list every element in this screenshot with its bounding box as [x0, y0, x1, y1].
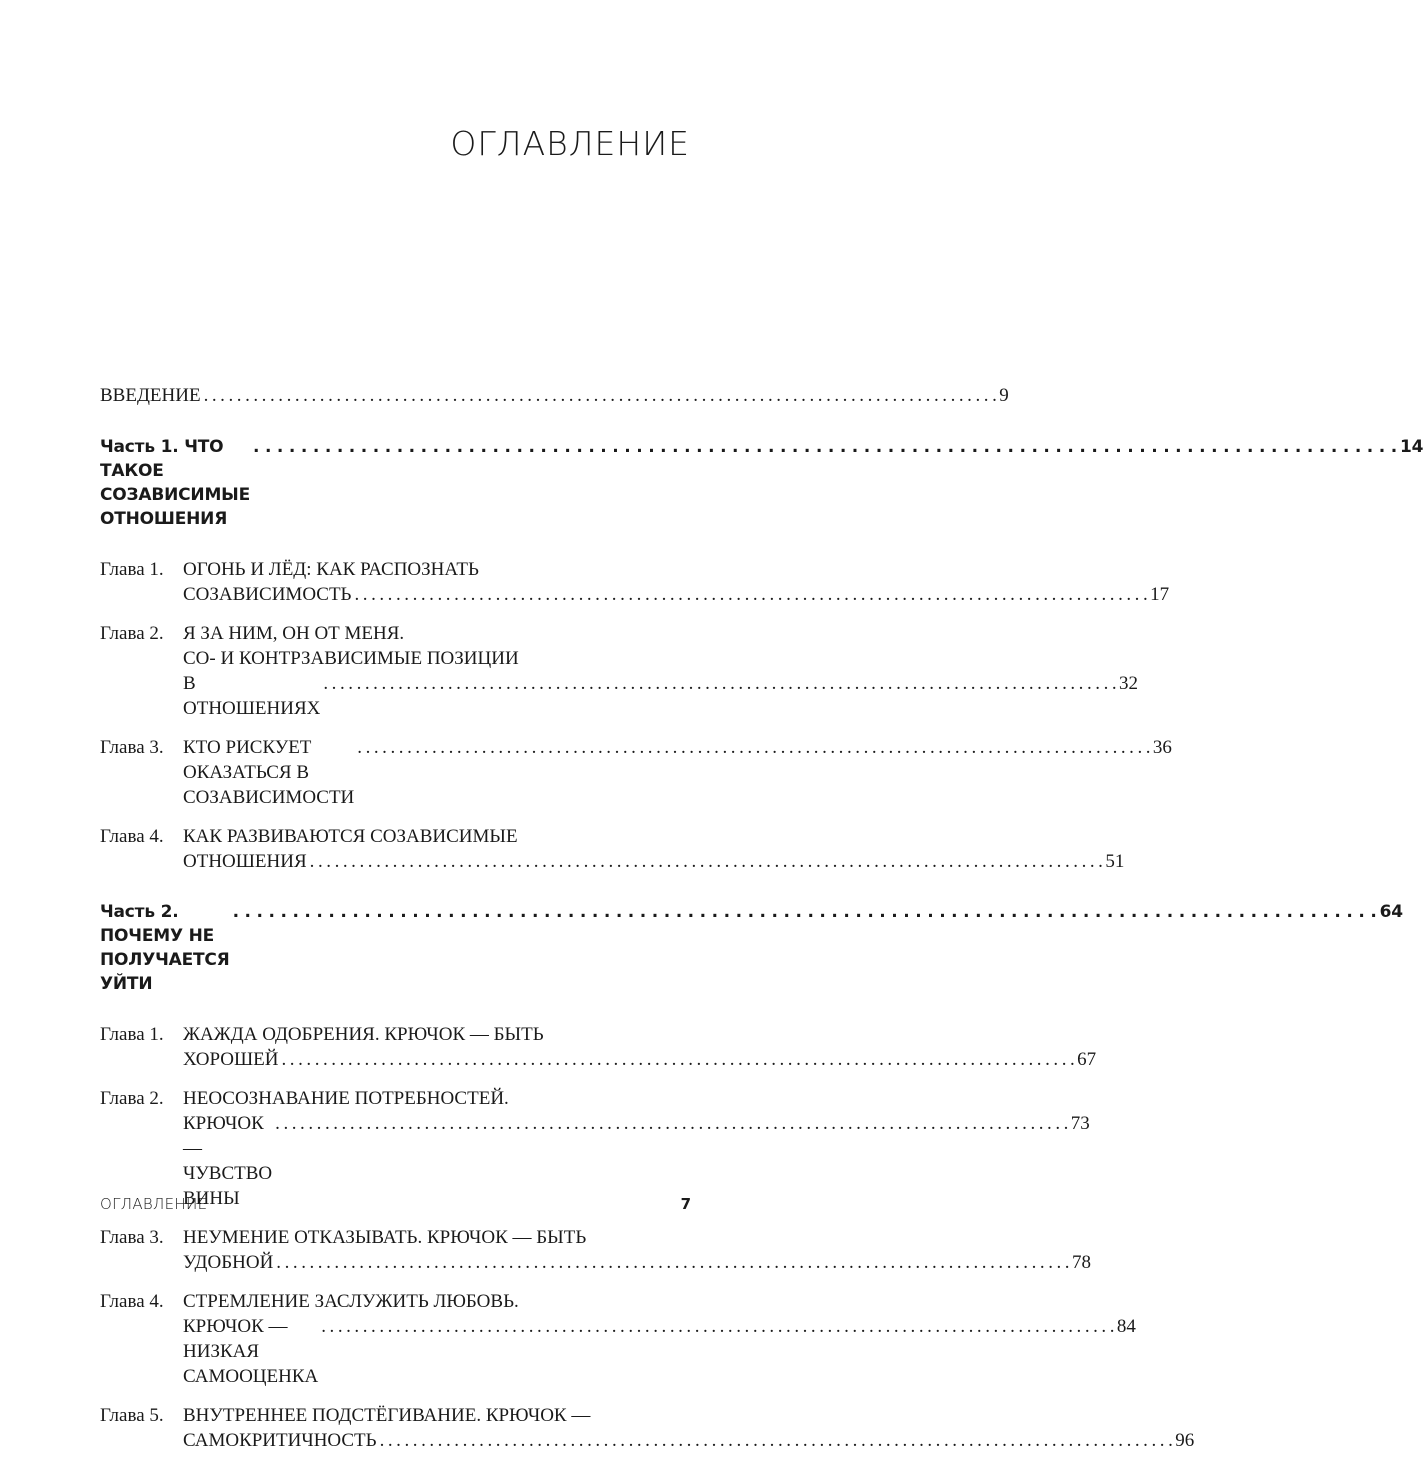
leader-dots: [323, 671, 1116, 696]
toc-page-number: 36: [1152, 737, 1172, 758]
leader-dots: [282, 1047, 1075, 1072]
running-footer-title: ОГЛАВЛЕНИЕ: [100, 1195, 208, 1213]
part-title: Часть 2. ПОЧЕМУ НЕ ПОЛУЧАЕТСЯ УЙТИ: [100, 902, 230, 994]
leader-dots: [380, 1428, 1173, 1453]
chapter-title-line: ЖАЖДА ОДОБРЕНИЯ. КРЮЧОК — БЫТЬ: [183, 1024, 544, 1045]
toc-page-number: 73: [1070, 1113, 1090, 1134]
chapter-title-line: В ОТНОШЕНИЯХ: [183, 673, 321, 719]
chapter-title-line: СТРЕМЛЕНИЕ ЗАСЛУЖИТЬ ЛЮБОВЬ.: [183, 1291, 519, 1312]
toc-page-number: 51: [1105, 851, 1125, 872]
chapter-label: Глава 3.: [100, 737, 164, 758]
chapter-title-line: КРЮЧОК — НИЗКАЯ САМООЦЕНКА: [183, 1316, 319, 1387]
leader-dots: [253, 435, 1397, 459]
page-footer: [100, 1195, 691, 1213]
leader-dots: [204, 383, 997, 408]
chapter-label: Глава 4.: [100, 1291, 164, 1312]
chapter-title-line: ОГОНЬ И ЛЁД: КАК РАСПОЗНАТЬ: [183, 559, 479, 580]
part-title: Часть 1. ЧТО ТАКОЕ СОЗАВИСИМЫЕ ОТНОШЕНИЯ: [100, 437, 250, 529]
toc-chapter[interactable]: [100, 735, 1172, 810]
toc-page-number: 96: [1175, 1430, 1195, 1451]
chapter-title-line: КТО РИСКУЕТ ОКАЗАТЬСЯ В СОЗАВИСИМОСТИ: [183, 737, 355, 808]
page-title: ОГЛАВЛЕНИЕ: [450, 124, 690, 163]
toc-chapter[interactable]: [100, 1022, 1097, 1072]
toc-chapter[interactable]: [100, 1403, 1195, 1453]
chapter-title-line: ОТНОШЕНИЯ: [183, 851, 307, 872]
chapter-label: Глава 1.: [100, 1024, 164, 1045]
toc-page-number: 17: [1150, 584, 1170, 605]
leader-dots: [321, 1314, 1114, 1339]
chapter-title-line: СО- И КОНТРЗАВИСИМЫЕ ПОЗИЦИИ: [183, 648, 519, 669]
leader-dots: [233, 900, 1377, 924]
toc-page-number: 78: [1071, 1252, 1091, 1273]
chapter-title-line: САМОКРИТИЧНОСТЬ: [183, 1430, 377, 1451]
toc-page-number: 64: [1379, 902, 1403, 922]
chapter-title-line: КАК РАЗВИВАЮТСЯ СОЗАВИСИМЫЕ: [183, 826, 518, 847]
chapter-label: Глава 4.: [100, 826, 164, 847]
leader-dots: [276, 1250, 1069, 1275]
chapter-label: Глава 3.: [100, 1227, 164, 1248]
toc-chapter[interactable]: [100, 621, 1139, 721]
toc-part-1[interactable]: [100, 435, 1423, 531]
toc-page-number: 67: [1077, 1049, 1097, 1070]
chapter-title-line: ВНУТРЕННЕЕ ПОДСТЁГИВАНИЕ. КРЮЧОК —: [183, 1405, 591, 1426]
toc-chapter[interactable]: [100, 824, 1125, 874]
chapter-title-line: НЕОСОЗНАВАНИЕ ПОТРЕБНОСТЕЙ.: [183, 1088, 509, 1109]
toc-chapter[interactable]: [100, 1289, 1136, 1389]
toc-page-number: 9: [999, 385, 1009, 406]
chapter-label: Глава 5.: [100, 1405, 164, 1426]
chapter-title-line: УДОБНОЙ: [183, 1252, 274, 1273]
chapter-label: Глава 2.: [100, 623, 164, 644]
toc-chapter[interactable]: [100, 1086, 1090, 1211]
leader-dots: [275, 1111, 1068, 1136]
chapter-label: Глава 2.: [100, 1088, 164, 1109]
toc-chapter[interactable]: [100, 1225, 1091, 1275]
chapter-title-line: Я ЗА НИМ, ОН ОТ МЕНЯ.: [183, 623, 405, 644]
chapter-title-line: КРЮЧОК — ЧУВСТВО ВИНЫ: [183, 1113, 273, 1209]
chapter-label: Глава 1.: [100, 559, 164, 580]
chapter-title-line: ХОРОШЕЙ: [183, 1049, 279, 1070]
toc-chapter[interactable]: [100, 557, 1170, 607]
chapter-title-line: НЕУМЕНИЕ ОТКАЗЫВАТЬ. КРЮЧОК — БЫТЬ: [183, 1227, 587, 1248]
toc-entry-label: ВВЕДЕНИЕ: [100, 385, 201, 406]
toc-page-number: 14: [1400, 437, 1423, 457]
leader-dots: [310, 849, 1103, 874]
leader-dots: [357, 735, 1150, 760]
toc-part-2[interactable]: [100, 900, 1403, 996]
toc-entry-intro[interactable]: [100, 383, 1009, 408]
table-of-contents: [100, 383, 1423, 1467]
leader-dots: [354, 582, 1147, 607]
page-number: 7: [680, 1195, 691, 1213]
chapter-title-line: СОЗАВИСИМОСТЬ: [183, 584, 352, 605]
toc-page-number: 32: [1119, 673, 1139, 694]
toc-page-number: 84: [1116, 1316, 1136, 1337]
